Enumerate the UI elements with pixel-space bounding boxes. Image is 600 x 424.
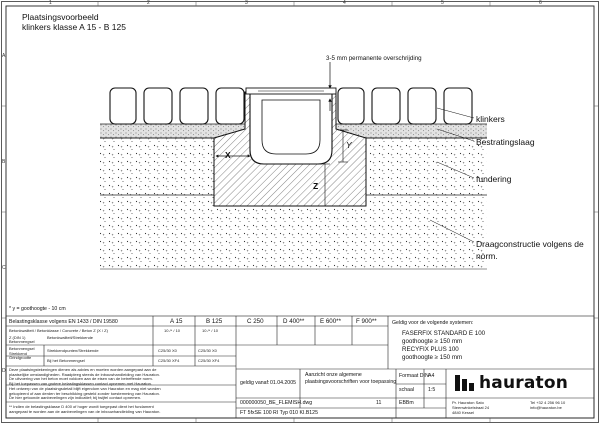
systems-heading: Geldig voor de volgende systemen: (392, 320, 474, 326)
class-a15: A 15 (170, 318, 183, 325)
file-ref: FT 5fxSE 100 RI Typ 010 KI.B125 (240, 410, 318, 416)
class-b125: B 125 (206, 318, 223, 325)
contact-block: Tel +32 4 256 96 10 info@hauraton.be (530, 400, 566, 410)
geldig-label: geldig vanaf: (240, 380, 270, 386)
detail-row-1: Betonkwaliteit/Strekkende (47, 335, 94, 340)
dim-z: Z (313, 181, 319, 191)
hauraton-logo (454, 373, 568, 393)
label-bestratingslaag: Bestratingslaag (476, 137, 535, 147)
class-c250: C 250 (247, 318, 264, 325)
label-klinkers: klinkers (476, 114, 505, 124)
notes-block-c: ** Indien de belastingsklasse D 400 of hoger wordt toegepast dient het fundament aangepast te worden aan de aanbevelingen van de inbouwhandleiding van Hauraton. (9, 404, 161, 414)
klinker-paver (444, 88, 472, 124)
geldig-date: 01.04.2005 (270, 380, 296, 386)
row-min-b125: 10 /* / 10 (202, 328, 219, 333)
detail-label-1: Z (DIN 1) (9, 335, 26, 340)
detail-label-3: Bij het Betonmengsel (47, 358, 85, 363)
detail-label-2: Betonmengsel (9, 339, 35, 344)
sub-labels: Betonmengsel Strekkend Grindgrootte (9, 346, 35, 361)
notes-block-b: Het ontwerp van de plaatsingsdetail blijft eigendom van Hauraton en mag niet worden gekopieerd of aan derden ter beschikking gesteld zonder toestemming van Hauraton. De hier getoonde aanbevelingen zijn indicatief; bij twijfel contact opnemen. (9, 386, 161, 401)
klinker-paver (408, 88, 436, 124)
class-f900: F 900** (356, 318, 377, 325)
footnote-goothoogte: * y = goothoogte - 10 cm (9, 306, 66, 312)
row-min-label: Betonkwaliteit / Betonklasse / Concrete / Beton Z (X / Z) (9, 328, 108, 333)
format-value: A4 (428, 373, 435, 379)
sheet-no: 11 (376, 400, 382, 406)
detail-row-2: Strekkendpunten/Strekkende (47, 348, 99, 353)
klinker-paver (338, 88, 364, 124)
ruler-row-label: C (2, 265, 6, 271)
ruler-col-label: 6 (539, 0, 542, 6)
klinker-paver (216, 88, 244, 124)
ruler-row-label: A (2, 53, 6, 59)
ruler-col-label: 5 (441, 0, 444, 6)
systems-list: FASERFIX STANDARD E 100 goothoogte ≥ 150 mm RECYFIX PLUS 100 goothoogte ≥ 150 mm (402, 330, 486, 361)
ruler-col-label: 4 (343, 0, 346, 6)
klinker-paver (372, 88, 400, 124)
label-fundering: fundering (476, 174, 512, 184)
c25-a15: C25/30 X0 (158, 348, 177, 353)
klinker-paver (180, 88, 208, 124)
format-label: Formaat DIN (399, 373, 429, 379)
class-e600: E 600** (320, 318, 341, 325)
class-d400: D 400** (283, 318, 305, 325)
row-min-a15: 10 /* / 10 (164, 328, 181, 333)
ruler-col-label: 2 (147, 0, 150, 6)
dim-x: X (225, 150, 231, 160)
label-draagconstructie: Draagconstructie volgens de norm. (476, 239, 584, 261)
klinker-paver (144, 88, 172, 124)
ruler-col-label: 1 (49, 0, 52, 6)
language-code: EBBm (399, 400, 414, 406)
c25b-a15: C25/30 XF4 (158, 358, 180, 363)
class-row-header: Belastingsklasse volgens EN 1433 / DIN 19580 (9, 319, 118, 325)
ruler-col-label: 3 (245, 0, 248, 6)
c25-b125: C25/30 X0 (198, 348, 217, 353)
logo-wordmark: hauraton (479, 373, 569, 393)
description: Aanzicht onze algemene plaatsingsvoorschriften voor toepassing (305, 372, 397, 385)
klinker-paver (110, 88, 136, 124)
title-line-1: Plaatsingsvoorbeeld (22, 12, 99, 22)
file-name: 000000050_BE_FLEMISH.dwg (240, 400, 313, 406)
scale-label: schaal (399, 387, 414, 393)
ruler-row-label: D (2, 368, 6, 374)
title-line-2: klinkers klasse A 15 - B 125 (22, 22, 126, 32)
dim-y: Y (346, 140, 352, 150)
notes-block-a: Deze plaatsingstekeningen dienen als advies en moeten worden aangepast aan de plaatselijke omstandigheden. Raadpleeg steeds de inbouwhandleiding van Hauraton. De uitvoering van het beton moet voldoen aan de eisen van de betreffende norm. Bij het toepassen van grotere belastingsklassen contact opnemen met Hauraton. (9, 367, 160, 386)
address-block: Pr. Hauraton Sato Steenwinkelstraat 24 4840 Kessel (452, 400, 490, 415)
drawing-title (22, 12, 126, 32)
logo-mark-icon (454, 373, 476, 393)
scale-value: 1:5 (428, 387, 436, 393)
ruler-row-label: B (2, 159, 6, 165)
annotation-overschrijding: 3-5 mm permanente overschrijding (326, 55, 422, 62)
c25b-b125: C25/30 XF4 (198, 358, 220, 363)
